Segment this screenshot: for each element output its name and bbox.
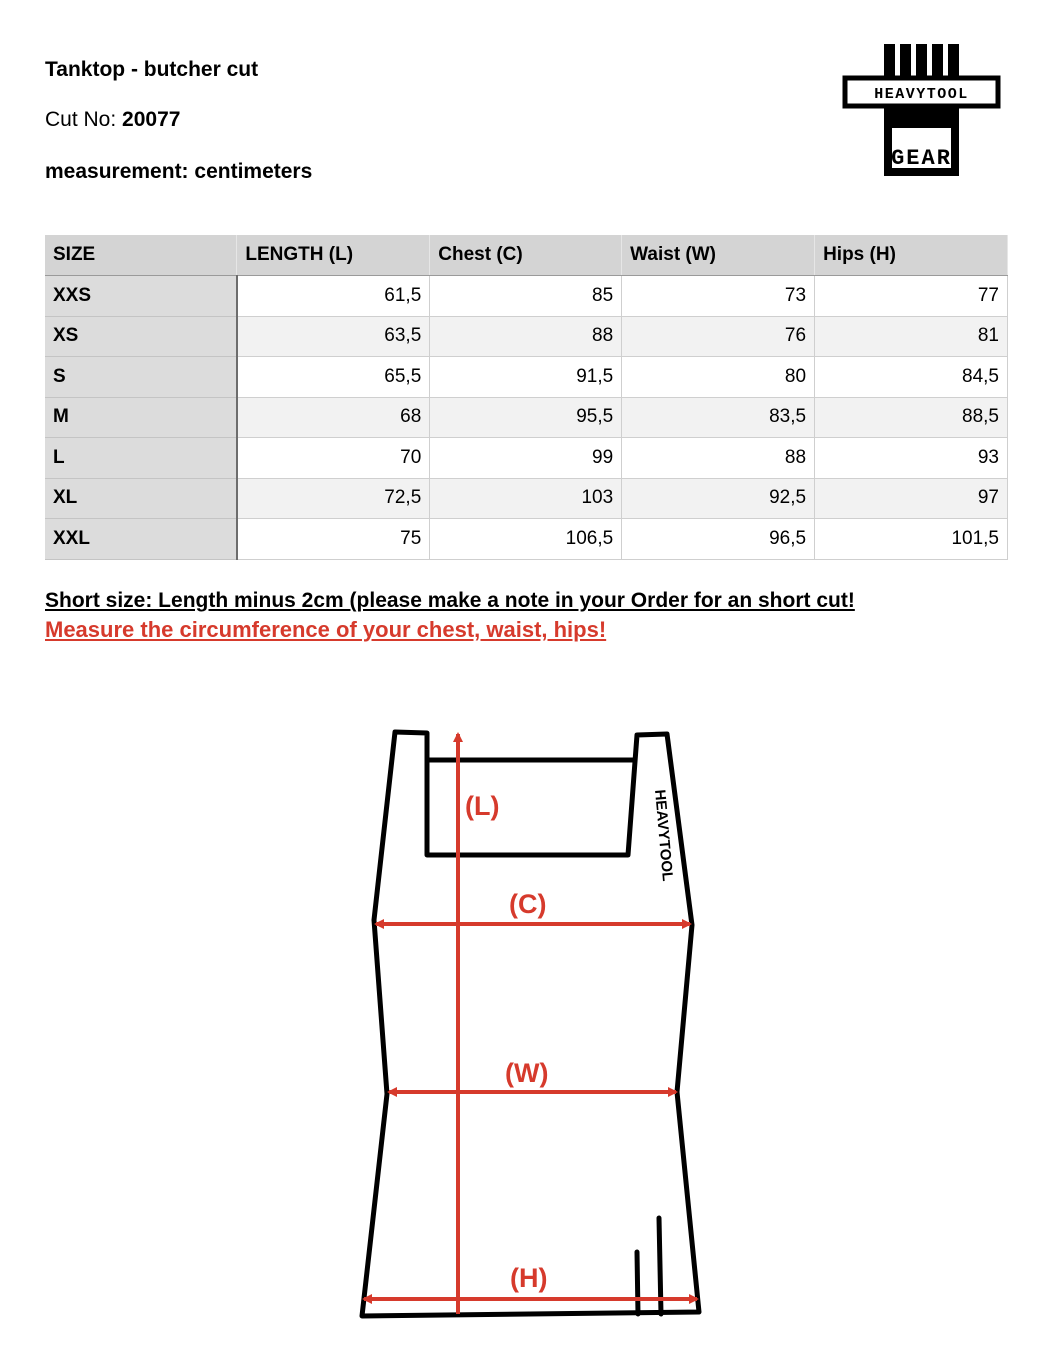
table-row bbox=[45, 357, 1008, 398]
table-row bbox=[45, 438, 1008, 479]
chest-cell: 88 bbox=[430, 316, 622, 357]
hips-cell: 77 bbox=[815, 276, 1008, 317]
waist-label: (W) bbox=[505, 1058, 549, 1088]
hips-cell: 84,5 bbox=[815, 357, 1008, 398]
table-row bbox=[45, 519, 1008, 560]
waist-cell: 73 bbox=[622, 276, 815, 317]
header-length: LENGTH (L) bbox=[237, 235, 430, 276]
measurement-unit: measurement: centimeters bbox=[45, 160, 313, 183]
logo-text: HEAVYTOOL bbox=[874, 86, 969, 103]
table-row bbox=[45, 397, 1008, 438]
waist-cell: 76 bbox=[622, 316, 815, 357]
size-cell: S bbox=[45, 357, 237, 398]
chest-label: (C) bbox=[509, 889, 547, 919]
waist-cell: 83,5 bbox=[622, 397, 815, 438]
page-title: Tanktop - butcher cut bbox=[45, 58, 259, 81]
hips-cell: 81 bbox=[815, 316, 1008, 357]
cut-number-label: Cut No: bbox=[45, 108, 123, 131]
length-cell: 75 bbox=[237, 519, 430, 560]
chest-cell: 91,5 bbox=[430, 357, 622, 398]
length-cell: 63,5 bbox=[237, 316, 430, 357]
table-row bbox=[45, 276, 1008, 317]
cut-number bbox=[45, 108, 180, 132]
header-size: SIZE bbox=[45, 235, 237, 276]
size-cell: XL bbox=[45, 478, 237, 519]
measure-instruction: Measure the circumference of your chest, waist, hips! bbox=[45, 617, 607, 642]
hips-label: (H) bbox=[510, 1263, 548, 1293]
tanktop-outline bbox=[362, 732, 699, 1316]
waist-cell: 92,5 bbox=[622, 478, 815, 519]
hips-cell: 88,5 bbox=[815, 397, 1008, 438]
hips-cell: 93 bbox=[815, 438, 1008, 479]
header-chest: Chest (C) bbox=[430, 235, 622, 276]
chest-cell: 99 bbox=[430, 438, 622, 479]
hips-cell: 101,5 bbox=[815, 519, 1008, 560]
size-table bbox=[45, 235, 1008, 560]
size-cell: L bbox=[45, 438, 237, 479]
length-cell: 70 bbox=[237, 438, 430, 479]
size-cell: XS bbox=[45, 316, 237, 357]
short-size-note: Short size: Length minus 2cm (please make a note in your Order for an short cut! bbox=[45, 589, 855, 612]
chest-cell: 95,5 bbox=[430, 397, 622, 438]
waist-cell: 80 bbox=[622, 357, 815, 398]
size-cell: XXS bbox=[45, 276, 237, 317]
size-cell: M bbox=[45, 397, 237, 438]
tanktop-diagram bbox=[340, 715, 720, 1335]
table-row bbox=[45, 478, 1008, 519]
measurement-arrows bbox=[364, 734, 697, 1314]
length-cell: 61,5 bbox=[237, 276, 430, 317]
logo-sub-text: GEAR bbox=[891, 146, 952, 171]
hips-cell: 97 bbox=[815, 478, 1008, 519]
length-cell: 72,5 bbox=[237, 478, 430, 519]
length-cell: 68 bbox=[237, 397, 430, 438]
length-label: (L) bbox=[465, 791, 500, 821]
heavytool-logo-icon bbox=[842, 40, 1002, 180]
table-row bbox=[45, 316, 1008, 357]
header-waist: Waist (W) bbox=[622, 235, 815, 276]
header-hips: Hips (H) bbox=[815, 235, 1008, 276]
chest-cell: 103 bbox=[430, 478, 622, 519]
size-cell: XXL bbox=[45, 519, 237, 560]
chest-cell: 106,5 bbox=[430, 519, 622, 560]
waist-cell: 88 bbox=[622, 438, 815, 479]
chest-cell: 85 bbox=[430, 276, 622, 317]
length-cell: 65,5 bbox=[237, 357, 430, 398]
cut-number-value: 20077 bbox=[122, 108, 181, 131]
waist-cell: 96,5 bbox=[622, 519, 815, 560]
size-table-header bbox=[45, 235, 1008, 276]
brand-text: HEAVYTOOL bbox=[651, 788, 676, 882]
